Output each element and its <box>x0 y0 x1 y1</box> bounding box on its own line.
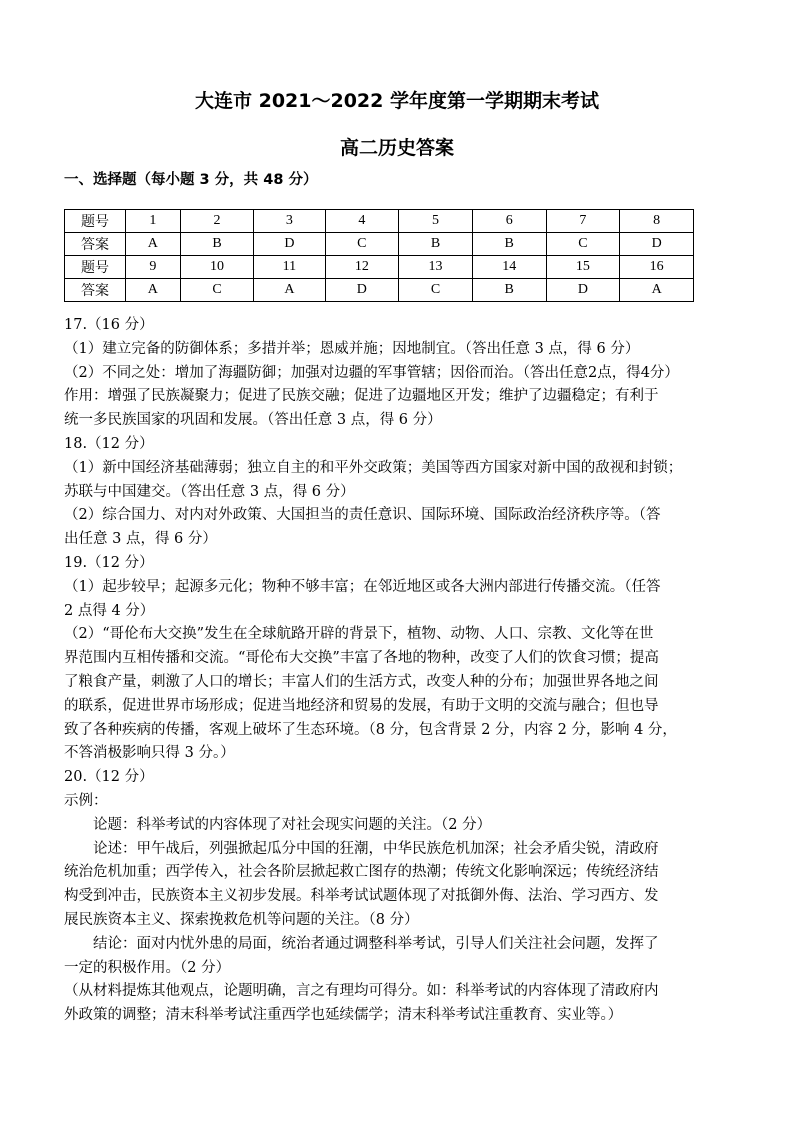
exam-title: 大连市 2021～2022 学年度第一学期期末考试 <box>195 90 599 112</box>
question-number: 7 <box>546 210 620 233</box>
answer-letter: B <box>472 279 546 302</box>
question-number: 1 <box>126 210 181 233</box>
text-line: 不答消极影响只得 3 分。） <box>64 745 235 762</box>
question-number: 9 <box>126 256 181 279</box>
answer-body <box>64 314 732 1028</box>
answer-table <box>64 209 694 302</box>
question-number: 16 <box>620 256 694 279</box>
table-row <box>65 279 694 302</box>
question-20-heading: 20.（12 分） <box>64 769 154 786</box>
text-line: 结论：面对内忧外患的局面，统治者通过调整科举考试，引导人们关注社会问题，发挥了 <box>93 935 659 952</box>
text-line: 统一多民族国家的巩固和发展。（答出任意 3 点，得 6 分） <box>64 412 442 429</box>
text-line: 苏联与中国建交。（答出任意 3 点，得 6 分） <box>64 483 355 500</box>
text-line: 一定的积极作用。（2 分） <box>64 959 231 976</box>
answer-letter: D <box>620 233 694 256</box>
table-row <box>65 210 694 233</box>
answer-letter: A <box>620 279 694 302</box>
question-18-heading: 18.（12 分） <box>64 435 154 452</box>
question-number: 15 <box>546 256 620 279</box>
text-line: （1）建立完备的防御体系；多措并举；恩威并施；因地制宜。（答出任意 3 点，得 6 分） <box>64 340 640 357</box>
question-number: 12 <box>325 256 399 279</box>
answer-letter: D <box>254 233 325 256</box>
text-line: 出任意 3 点，得 6 分） <box>64 531 217 548</box>
answer-letter: D <box>325 279 399 302</box>
text-line: 2 点得 4 分） <box>64 602 155 619</box>
answer-letter: B <box>180 233 254 256</box>
text-line: （2）不同之处：增加了海疆防御；加强对边疆的军事管辖；因俗而治。（答出任意2点，得4分） <box>64 364 679 381</box>
answer-subtitle: 高二历史答案 <box>339 137 454 159</box>
text-line: （2）综合国力、对内对外政策、大国担当的责任意识、国际环境、国际政治经济秩序等。（答 <box>64 507 661 524</box>
question-number: 4 <box>325 210 399 233</box>
row-header-question: 题号 <box>65 256 126 279</box>
section-heading-multiple-choice: 一、选择题（每小题 3 分，共 48 分） <box>64 172 318 188</box>
text-line: 外政策的调整；清末科举考试注重西学也延续儒学；清末科举考试注重教育、实业等。） <box>64 1007 623 1024</box>
text-line: 展民族资本主义、探索挽救危机等问题的关注。（8 分） <box>64 911 419 928</box>
answer-letter: D <box>546 279 620 302</box>
text-line: 论题：科举考试的内容体现了对社会现实问题的关注。（2 分） <box>93 816 492 833</box>
text-line: （1）起步较早；起源多元化；物种不够丰富；在邻近地区或各大洲内部进行传播交流。（任答 <box>64 578 661 595</box>
answer-letter: C <box>325 233 399 256</box>
question-number: 2 <box>180 210 254 233</box>
question-19-heading: 19.（12 分） <box>64 554 154 571</box>
answer-letter: B <box>472 233 546 256</box>
answer-letter: A <box>126 279 181 302</box>
text-line: 了粮食产量，刺激了人口的增长；丰富人们的生活方式，改变人种的分布；加强世界各地之间 <box>64 673 659 690</box>
table-row <box>65 233 694 256</box>
answer-letter: B <box>399 233 473 256</box>
text-line: 构受到冲击，民族资本主义初步发展。科举考试试题体现了对抵御外侮、法治、学习西方、发 <box>64 888 659 905</box>
question-number: 3 <box>254 210 325 233</box>
text-line: （1）新中国经济基础薄弱；独立自主的和平外交政策；美国等西方国家对新中国的敌视和封锁； <box>64 459 683 476</box>
text-line: 统治危机加重；西学传入，社会各阶层掀起救亡图存的热潮；传统文化影响深远；传统经济结 <box>64 864 659 881</box>
answer-letter: C <box>180 279 254 302</box>
answer-letter: C <box>546 233 620 256</box>
text-line: 界范围内互相传播和交流。“哥伦布大交换”丰富了各地的物种，改变了人们的饮食习惯；提高 <box>64 650 659 667</box>
text-line: 论述：甲午战后，列强掀起瓜分中国的狂潮，中华民族危机加深；社会矛盾尖锐，清政府 <box>93 840 659 857</box>
question-number: 13 <box>399 256 473 279</box>
row-header-answer: 答案 <box>65 279 126 302</box>
text-line: 作用：增强了民族凝聚力；促进了民族交融；促进了边疆地区开发；维护了边疆稳定；有利于 <box>64 388 659 405</box>
answer-letter: A <box>254 279 325 302</box>
text-line: （2）“哥伦布大交换”发生在全球航路开辟的背景下，植物、动物、人口、宗教、文化等在世 <box>64 626 654 643</box>
question-number: 14 <box>472 256 546 279</box>
question-number: 6 <box>472 210 546 233</box>
question-17-heading: 17.（16 分） <box>64 317 154 333</box>
text-line: （从材料提炼其他观点，论题明确，言之有理均可得分。如：科举考试的内容体现了清政府内 <box>64 983 659 1000</box>
question-number: 8 <box>620 210 694 233</box>
example-label: 示例： <box>64 792 108 809</box>
text-line: 的联系，促进世界市场形成；促进当地经济和贸易的发展，有助于文明的交流与融合；但也导 <box>64 697 659 714</box>
question-number: 5 <box>399 210 473 233</box>
answer-letter: A <box>126 233 181 256</box>
table-row <box>65 256 694 279</box>
text-line: 致了各种疾病的传播，客观上破坏了生态环境。（8 分，包含背景 2 分，内容 2 分，影响 4 分， <box>64 721 677 738</box>
row-header-answer: 答案 <box>65 233 126 256</box>
question-number: 11 <box>254 256 325 279</box>
question-number: 10 <box>180 256 254 279</box>
row-header-question: 题号 <box>65 210 126 233</box>
answer-letter: C <box>399 279 473 302</box>
